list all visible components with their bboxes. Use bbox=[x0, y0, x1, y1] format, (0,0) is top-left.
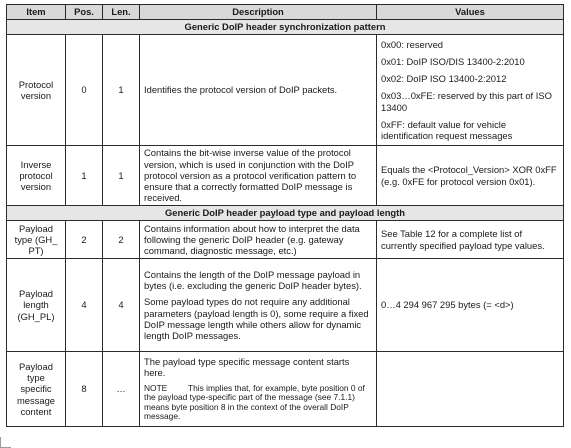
value-line: 0x02: DoIP ISO 13400-2:2012 bbox=[381, 73, 507, 85]
value-line: 0…4 294 967 295 bytes (= <d>) bbox=[381, 299, 514, 311]
table-row bbox=[7, 352, 564, 427]
cell-values bbox=[377, 146, 564, 206]
value-line: 0x00: reserved bbox=[381, 38, 444, 50]
table-row bbox=[7, 146, 564, 206]
cell-item: Protocol version bbox=[7, 35, 66, 146]
value-line: See Table 12 for a complete list of currently specified payload type values. bbox=[381, 228, 545, 251]
cell-pos: 2 bbox=[66, 221, 103, 259]
cell-pos: 1 bbox=[66, 146, 103, 206]
cell-values bbox=[377, 35, 564, 146]
cell-description bbox=[140, 146, 377, 206]
table-row bbox=[7, 221, 564, 259]
cell-item: Payload type specific message content bbox=[7, 352, 66, 427]
cell-description bbox=[140, 35, 377, 146]
cell-len: 2 bbox=[103, 221, 140, 259]
header-values: Values bbox=[377, 5, 564, 20]
description-text: Contains the length of the DoIP message payload in bytes (i.e. excluding the generic DoIP header bytes). bbox=[144, 268, 362, 292]
cell-pos: 4 bbox=[66, 259, 103, 352]
section-title-sync: Generic DoIP header synchronization pattern bbox=[7, 20, 564, 35]
page-corner-mark bbox=[0, 437, 11, 448]
value-line: Equals the <Protocol_Version> XOR 0xFF (e.g. 0xFE for protocol version 0x01). bbox=[381, 164, 557, 187]
description-text: Contains the bit-wise inverse value of the protocol version, which is used in conjunction with the DoIP protocol version as a protocol verification pattern to ensure that a correctly formatted DoIP message is received. bbox=[144, 147, 357, 204]
cell-pos: 0 bbox=[66, 35, 103, 146]
header-item: Item bbox=[7, 5, 66, 20]
table-row bbox=[7, 259, 564, 352]
cell-item: Inverse protocol version bbox=[7, 146, 66, 206]
description-text: Some payload types do not require any additional parameters (payload length is 0), some require a fixed DoIP message length while others allow for dynamic length DoIP messages. bbox=[144, 296, 369, 341]
header-description: Description bbox=[140, 5, 377, 20]
section-row-payload bbox=[7, 206, 564, 221]
cell-len: 1 bbox=[103, 146, 140, 206]
cell-description bbox=[140, 221, 377, 259]
cell-pos: 8 bbox=[66, 352, 103, 427]
description-text: Identifies the protocol version of DoIP packets. bbox=[144, 84, 338, 96]
cell-values bbox=[377, 221, 564, 259]
table-row bbox=[7, 35, 564, 146]
description-text: Contains information about how to interpret the data following the generic DoIP header (e.g. gateway command, diagnostic message, etc.) bbox=[144, 222, 360, 257]
note-label: NOTE bbox=[144, 382, 168, 393]
value-line: 0xFF: default value for vehicle identification request messages bbox=[381, 118, 513, 141]
header-len: Len. bbox=[103, 5, 140, 20]
section-row-sync bbox=[7, 20, 564, 35]
cell-len: … bbox=[103, 352, 140, 427]
section-title-payload: Generic DoIP header payload type and payload length bbox=[7, 206, 564, 221]
cell-values bbox=[377, 259, 564, 352]
description-text: The payload type specific message content starts here. bbox=[144, 356, 350, 379]
cell-item: Payload type (GH_ PT) bbox=[7, 221, 66, 259]
cell-description bbox=[140, 259, 377, 352]
cell-len: 4 bbox=[103, 259, 140, 352]
cell-item: Payload length (GH_PL) bbox=[7, 259, 66, 352]
note-text: This implies that, for example, byte position 0 of the payload type-specific part of the message (see 7.1.1) means byte position 8 in the context of the overall DoIP message. bbox=[144, 382, 365, 422]
value-line: 0x03…0xFE: reserved by this part of ISO 13400 bbox=[381, 90, 552, 113]
cell-len: 1 bbox=[103, 35, 140, 146]
value-line: 0x01: DoIP ISO/DIS 13400-2:2010 bbox=[381, 55, 525, 67]
note-block bbox=[144, 384, 372, 422]
doip-header-table bbox=[6, 4, 564, 427]
header-pos: Pos. bbox=[66, 5, 103, 20]
table-header-row bbox=[7, 5, 564, 20]
cell-values-empty bbox=[377, 352, 564, 427]
cell-description bbox=[140, 352, 377, 427]
